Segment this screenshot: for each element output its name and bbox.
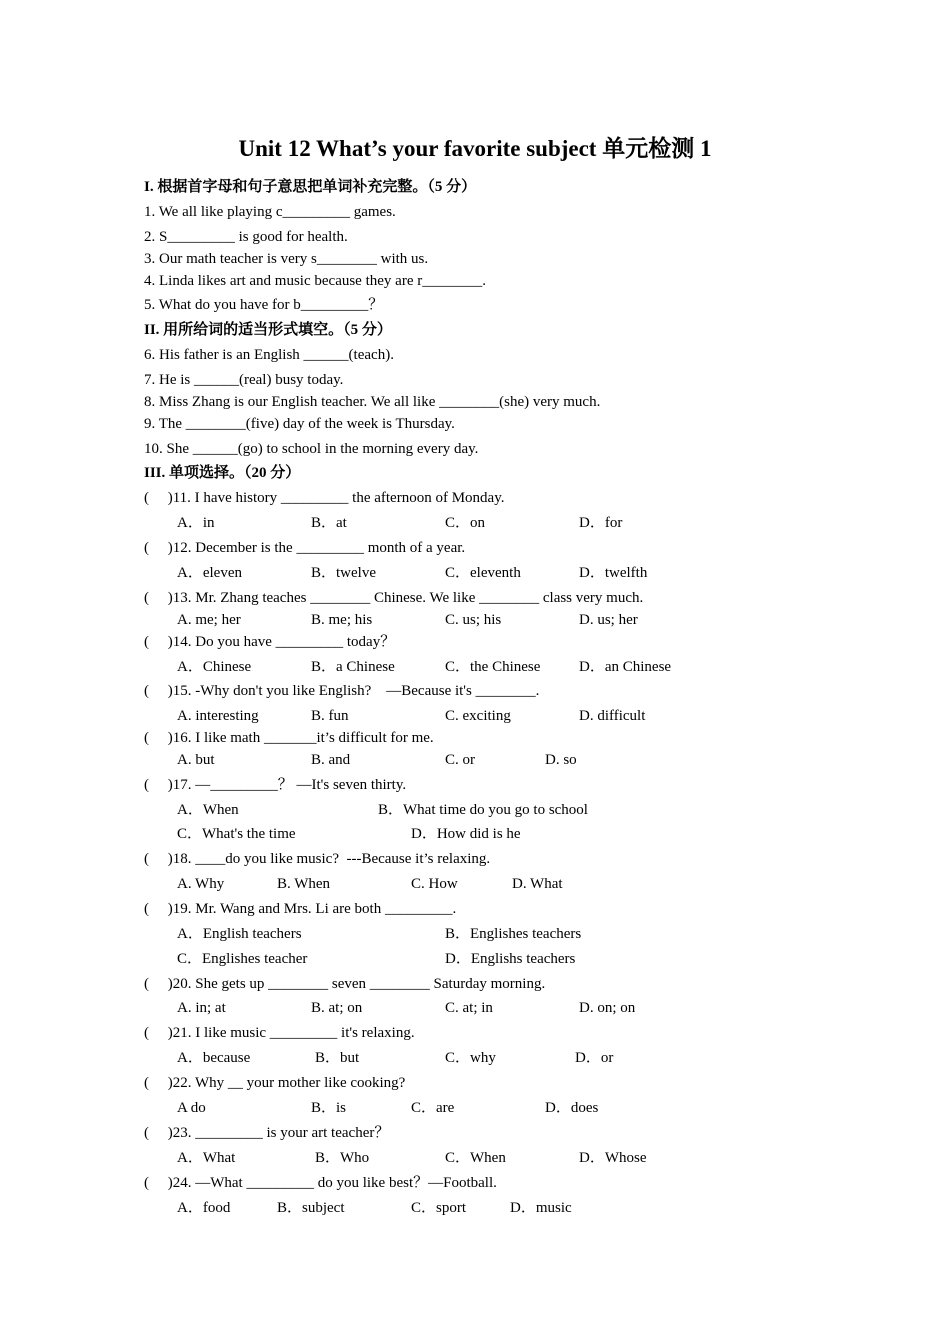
q24-option-c: C．sport	[411, 1200, 467, 1216]
q21-option-d: D．or	[575, 1050, 614, 1066]
q24-option-a: A．food	[177, 1200, 231, 1216]
q24-option-d: D．music	[510, 1200, 572, 1216]
question-17-stem: ( )17. —_________？ —It's seven thirty.	[144, 777, 407, 793]
q19-option-b: B．Englishes teachers	[445, 926, 582, 942]
q23-option-a: A．What	[177, 1150, 236, 1166]
question-15-stem: ( )15. -Why don't you like English? —Because it's ________.	[144, 683, 540, 699]
q23-option-c: C．When	[445, 1150, 506, 1166]
q16-option-d: D. so	[545, 752, 577, 768]
q17-option-a: A．When	[177, 802, 239, 818]
question-13-stem: ( )13. Mr. Zhang teaches ________ Chinese. We like ________ class very much.	[144, 590, 644, 606]
q18-option-a: A. Why	[177, 876, 225, 892]
q20-option-b: B. at; on	[311, 1000, 363, 1016]
q21-option-b: B．but	[315, 1050, 360, 1066]
q15-option-d: D. difficult	[579, 708, 646, 724]
q14-option-a: A．Chinese	[177, 659, 252, 675]
q16-option-b: B. and	[311, 752, 351, 768]
q11-option-b: B．at	[311, 515, 347, 531]
q12-option-c: C．eleventh	[445, 565, 521, 581]
q20-option-a: A. in; at	[177, 1000, 226, 1016]
q17-option-d: D．How did is he	[411, 826, 521, 842]
q22-option-b: B．is	[311, 1100, 347, 1116]
q11-option-a: A．in	[177, 515, 215, 531]
section-1-heading: I. 根据首字母和句子意思把单词补充完整。（5 分）	[144, 179, 477, 195]
q21-option-c: C．why	[445, 1050, 496, 1066]
q15-option-c: C. exciting	[445, 708, 511, 724]
q14-option-b: B．a Chinese	[311, 659, 395, 675]
q20-option-c: C. at; in	[445, 1000, 493, 1016]
question-1: 1. We all like playing c_________ games.	[144, 204, 396, 220]
question-14-stem: ( )14. Do you have _________ today？	[144, 634, 396, 650]
q16-option-a: A. but	[177, 752, 215, 768]
question-9: 9. The ________(five) day of the week is Thursday.	[144, 416, 455, 432]
question-24-stem: ( )24. —What _________ do you like best？—Football.	[144, 1175, 497, 1191]
question-5: 5. What do you have for b_________？	[144, 297, 384, 313]
q19-option-a: A．English teachers	[177, 926, 302, 942]
q12-option-a: A．eleven	[177, 565, 242, 581]
question-8: 8. Miss Zhang is our English teacher. We all like ________(she) very much.	[144, 394, 601, 410]
question-16-stem: ( )16. I like math _______it’s difficult for me.	[144, 730, 434, 746]
q18-option-c: C. How	[411, 876, 458, 892]
question-6: 6. His father is an English ______(teach).	[144, 347, 394, 363]
q12-option-d: D．twelfth	[579, 565, 648, 581]
q22-option-a: A do	[177, 1100, 206, 1116]
section-3-heading: III. 单项选择。（20 分）	[144, 465, 301, 481]
question-21-stem: ( )21. I like music _________ it's relaxing.	[144, 1025, 415, 1041]
question-23-stem: ( )23. _________ is your art teacher？	[144, 1125, 390, 1141]
question-4: 4. Linda likes art and music because they are r________.	[144, 273, 486, 289]
q18-option-b: B. When	[277, 876, 331, 892]
question-19-stem: ( )19. Mr. Wang and Mrs. Li are both _________.	[144, 901, 457, 917]
q13-option-c: C. us; his	[445, 612, 502, 628]
q17-option-b: B．What time do you go to school	[378, 802, 588, 818]
q14-option-d: D．an Chinese	[579, 659, 672, 675]
q13-option-a: A. me; her	[177, 612, 241, 628]
q22-option-c: C．are	[411, 1100, 455, 1116]
q22-option-d: D．does	[545, 1100, 599, 1116]
q18-option-d: D. What	[512, 876, 563, 892]
question-10: 10. She ______(go) to school in the morning every day.	[144, 441, 479, 457]
q21-option-a: A．because	[177, 1050, 251, 1066]
q14-option-c: C．the Chinese	[445, 659, 541, 675]
q23-option-d: D．Whose	[579, 1150, 647, 1166]
question-3: 3. Our math teacher is very s________ with us.	[144, 251, 429, 267]
section-2-heading: II. 用所给词的适当形式填空。（5 分）	[144, 322, 392, 338]
q19-option-c: C．Englishes teacher	[177, 951, 308, 967]
q15-option-b: B. fun	[311, 708, 349, 724]
question-20-stem: ( )20. She gets up ________ seven ________ Saturday morning.	[144, 976, 546, 992]
question-22-stem: ( )22. Why __ your mother like cooking?	[144, 1075, 406, 1091]
q13-option-d: D. us; her	[579, 612, 638, 628]
q16-option-c: C. or	[445, 752, 475, 768]
question-7: 7. He is ______(real) busy today.	[144, 372, 344, 388]
q11-option-d: D．for	[579, 515, 623, 531]
q11-option-c: C．on	[445, 515, 486, 531]
question-2: 2. S_________ is good for health.	[144, 229, 348, 245]
question-18-stem: ( )18. ____do you like music? ---Because it’s relaxing.	[144, 851, 491, 867]
q24-option-b: B．subject	[277, 1200, 345, 1216]
q17-option-c: C．What's the time	[177, 826, 296, 842]
q20-option-d: D. on; on	[579, 1000, 636, 1016]
q19-option-d: D．Englishs teachers	[445, 951, 576, 967]
q12-option-b: B．twelve	[311, 565, 376, 581]
q13-option-b: B. me; his	[311, 612, 373, 628]
question-12-stem: ( )12. December is the _________ month of a year.	[144, 540, 466, 556]
q23-option-b: B．Who	[315, 1150, 370, 1166]
q15-option-a: A. interesting	[177, 708, 259, 724]
page-title: Unit 12 What’s your favorite subject 单元检测 1	[238, 136, 712, 161]
question-11-stem: ( )11. I have history _________ the afternoon of Monday.	[144, 490, 505, 506]
